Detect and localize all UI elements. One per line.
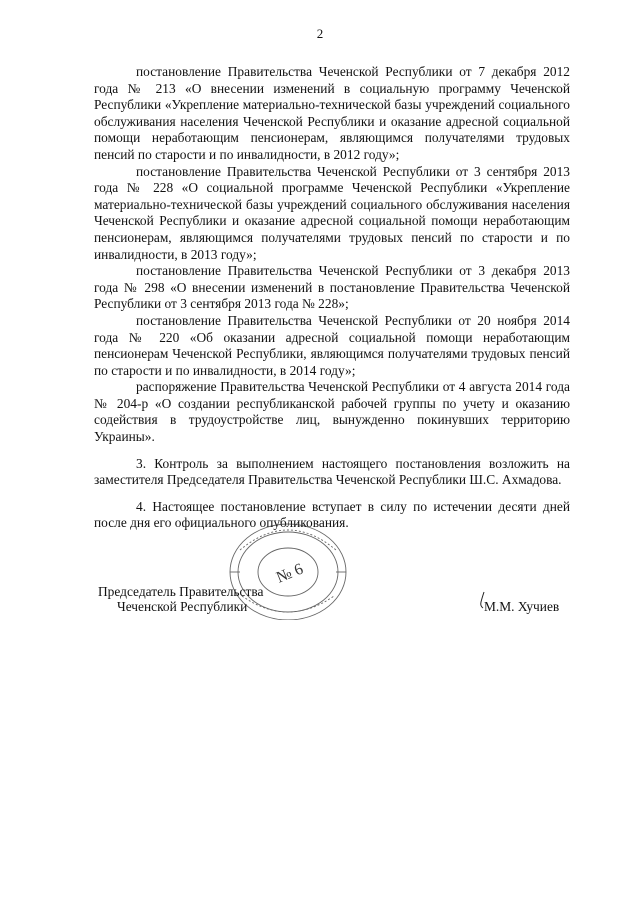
page-number: 2 [316, 26, 324, 41]
document-body [94, 64, 570, 532]
paragraph-resolution-298: постановление Правительства Чеченской Республики от 3 декабря 2013 года № 298 «О внесении изменений в постановление Правительства Чеченской Республики от 3 сентября 2013 года № 228»; [94, 263, 570, 312]
signature-block [0, 584, 640, 624]
seal-number: № 6 [273, 560, 306, 587]
paragraph-item-3: 3. Контроль за выполнением настоящего постановления возложить на заместителя Председателя Правительства Чеченской Республики Ш.С. Ахмадова. [94, 455, 570, 488]
paragraph-item-4: 4. Настоящее постановление вступает в силу по истечении десяти дней после дня его официального опубликования. [94, 498, 570, 531]
paragraph-resolution-213: постановление Правительства Чеченской Республики от 7 декабря 2012 года № 213 «О внесении изменений в социальную программу Чеченской Республики «Укрепление материально-технической базы учреждений социального обслуживания населения Чеченской Республики и оказание адресной социальной помощи неработающим пенсионерам, являющимся получателями трудовых пенсий по старости и по инвалидности, в 2012 году»; [94, 64, 570, 162]
paragraph-resolution-228: постановление Правительства Чеченской Республики от 3 сентября 2013 года № 228 «О социальной программе Чеченской Республики «Укрепление материально-технической базы учреждений социального обслуживания населения Чеченской Республики и оказание адресной социальной помощи неработающим пенсионерам, являющимся получателями трудовых пенсий по старости и по инвалидности, в 2013 году»; [94, 163, 570, 262]
paragraph-resolution-220: постановление Правительства Чеченской Республики от 20 ноября 2014 года № 220 «Об оказании адресной социальной помощи неработающим пенсионерам Чеченской Республики, являющимся получателями трудовых пенсий по старости и по инвалидности, в 2014 году»; [94, 312, 570, 378]
signatory-title-line-2: Чеченской Республики [117, 599, 248, 614]
paragraph-order-204r: распоряжение Правительства Чеченской Республики от 4 августа 2014 года № 204-р «О создании республиканской рабочей группы по учету и оказанию содействия в трудоустройстве лиц, вынужденно покинувших территорию Украины». [94, 379, 570, 445]
signatory-name: М.М. Хучиев [484, 599, 560, 614]
signatory-title-line-1: Председатель Правительства [98, 584, 264, 599]
